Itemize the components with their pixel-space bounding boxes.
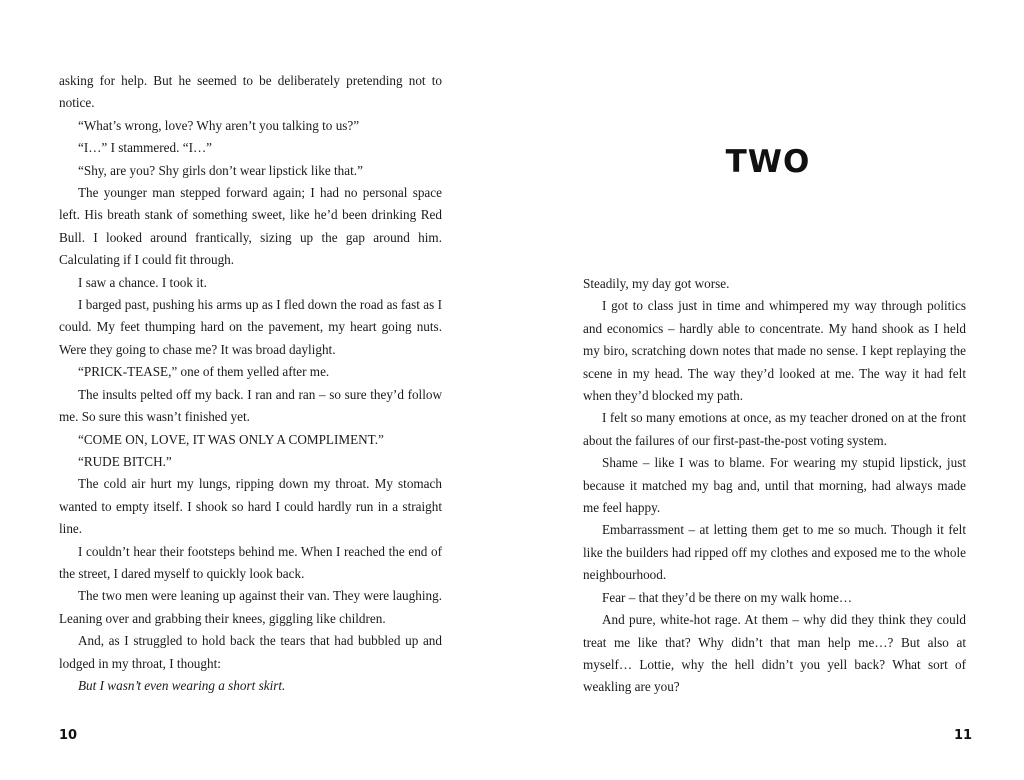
paragraph: Shame – like I was to blame. For wearing my stupid lipstick, just because it matched my bag and, until that morning, had always made me feel happy. xyxy=(583,455,966,516)
paragraph: “I…” I stammered. “I…” xyxy=(78,140,213,156)
paragraph: “What’s wrong, love? Why aren’t you talking to us?” xyxy=(78,117,360,133)
paragraph: I saw a chance. I took it. xyxy=(78,274,207,290)
paragraph: “Shy, are you? Shy girls don’t wear lipstick like that.” xyxy=(78,162,363,178)
paragraph: I felt so many emotions at once, as my teacher droned on at the front about the failures of our first-past-the-post voting system. xyxy=(583,410,966,448)
chapter-title: TWO xyxy=(725,144,811,180)
paragraph: The younger man stepped forward again; I had no personal space left. His breath stank of something sweet, like he’d been drinking Red Bull. I looked around frantically, sizing up the gap around him. Calculating if I could fit through. xyxy=(59,185,442,268)
paragraph: I barged past, pushing his arms up as I fled down the road as fast as I could. My feet thumping hard on the pavement, my heart going nuts. Were they going to chase me? It was broad daylight. xyxy=(59,297,442,357)
italic-paragraph: But I wasn’t even wearing a short skirt. xyxy=(78,677,286,693)
paragraph: asking for help. But he seemed to be deliberately pretending not to notice. xyxy=(59,73,442,111)
right-page xyxy=(512,0,1024,780)
paragraph: “PRICK-TEASE,” one of them yelled after me. xyxy=(78,364,330,380)
paragraph: I got to class just in time and whimpered my way through politics and economics – hardly able to concentrate. My hand shook as I held my biro, scratching down notes that made no sense. I kept replaying the scene in my head. The way they’d looked at me. The way it had felt when they’d blocked my path. xyxy=(583,298,966,404)
page-number: 10 xyxy=(59,728,78,743)
page-number: 11 xyxy=(954,728,973,743)
paragraph: “COME ON, LOVE, IT WAS ONLY A COMPLIMENT.” xyxy=(78,431,384,447)
paragraph: And, as I struggled to hold back the tears that had bubbled up and lodged in my throat, I thought: xyxy=(59,633,442,671)
right-page-text xyxy=(583,273,966,699)
paragraph: The insults pelted off my back. I ran and ran – so sure they’d follow me. So sure this wasn’t finished yet. xyxy=(59,386,442,425)
paragraph: Steadily, my day got worse. xyxy=(583,276,730,291)
paragraph: I couldn’t hear their footsteps behind me. When I reached the end of the street, I dared myself to quickly look back. xyxy=(59,543,442,581)
paragraph: And pure, white-hot rage. At them – why did they think they could treat me like that? Why didn’t that man help me…? But also at myself… Lottie, why the hell didn’t you yell back? What sort of weakling are you? xyxy=(583,612,966,695)
paragraph: “RUDE BITCH.” xyxy=(78,453,172,469)
paragraph: The cold air hurt my lungs, ripping down my throat. My stomach wanted to empty itself. I shook so hard I could hardly run in a straight line. xyxy=(59,476,442,537)
left-page-text xyxy=(59,70,442,697)
paragraph: Fear – that they’d be there on my walk home… xyxy=(602,589,853,605)
paragraph: Embarrassment – at letting them get to me so much. Though it felt like the builders had ripped off my clothes and exposed me to the whole neighbourhood. xyxy=(583,522,966,583)
paragraph: The two men were leaning up against their van. They were laughing. Leaning over and grabbing their knees, giggling like children. xyxy=(59,588,442,626)
